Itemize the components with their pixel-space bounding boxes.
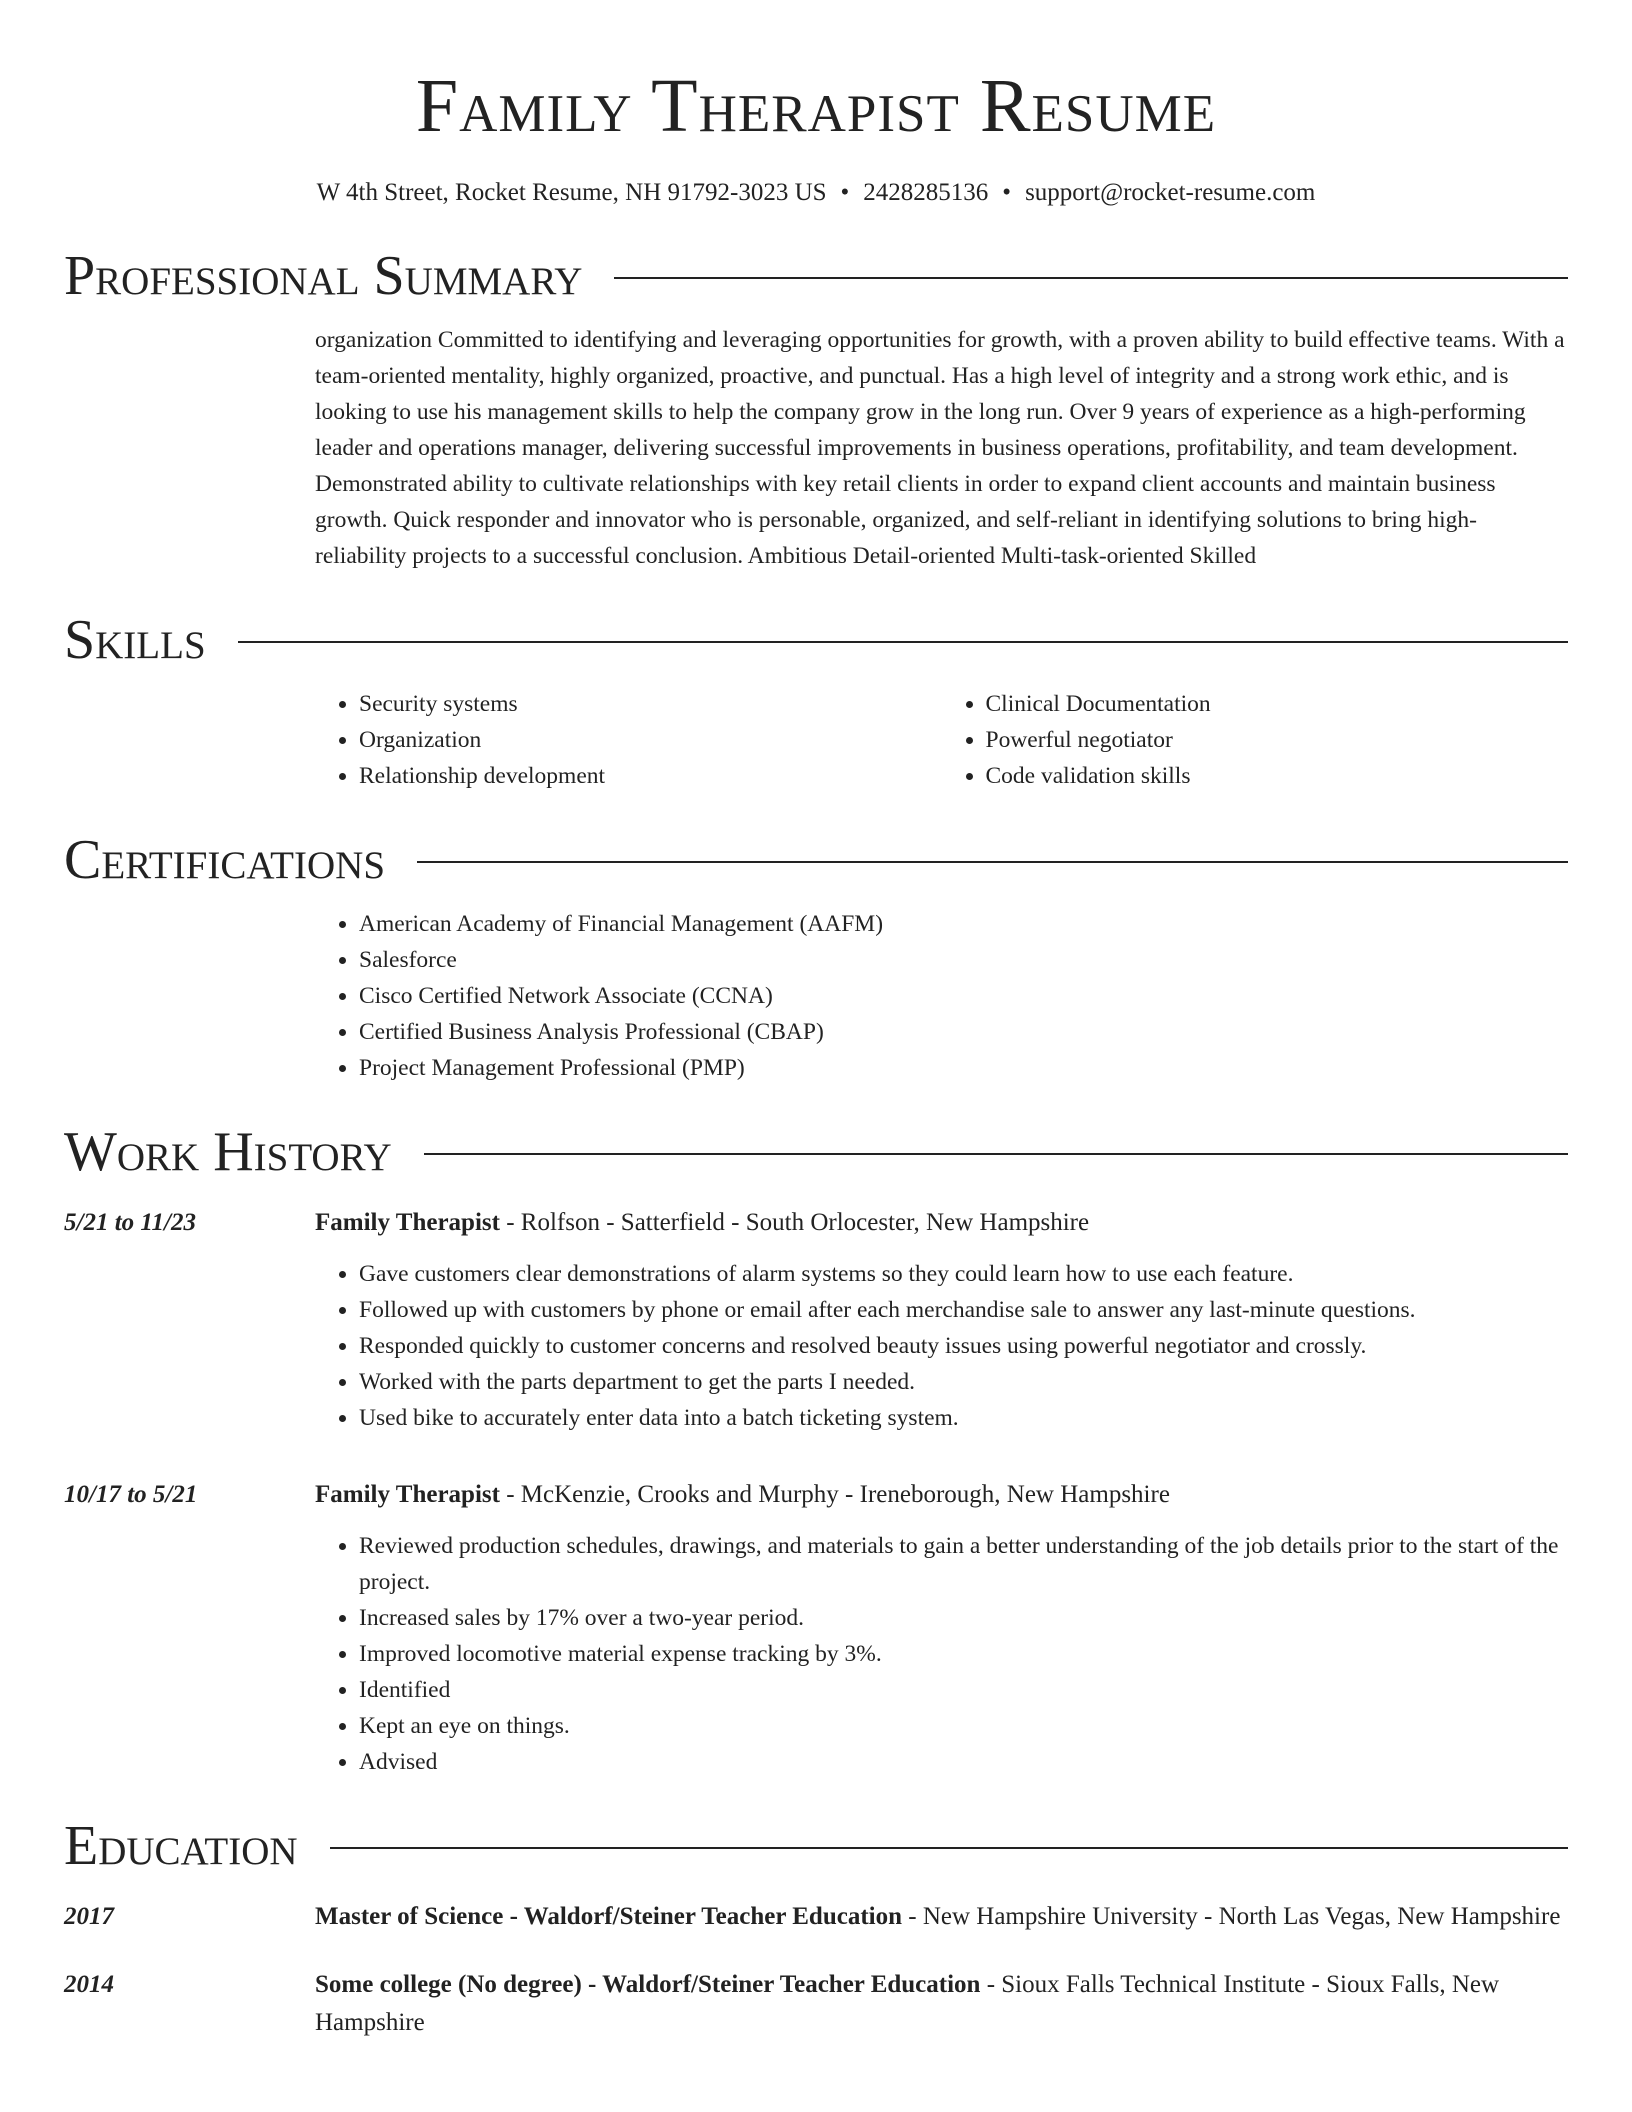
section-divider xyxy=(424,1153,1568,1155)
work-bullet: • Improved locomotive material expense tracking by 3%. xyxy=(359,1636,1568,1672)
work-bullet: • Used bike to accurately enter data into a batch ticketing system. xyxy=(359,1400,1568,1436)
resume-title: Family Therapist Resume xyxy=(415,64,1217,148)
skills-section-header xyxy=(64,602,1568,678)
work-bullet: • Gave customers clear demonstrations of alarm systems so they could learn how to use each feature. xyxy=(359,1256,1568,1292)
work-details: - McKenzie, Crooks and Murphy - Ireneborough, New Hampshire xyxy=(499,1481,1170,1508)
skill-item: • Code validation skills xyxy=(986,758,1569,794)
work-heading xyxy=(315,1204,1568,1242)
education-section-header xyxy=(64,1808,1568,1884)
certifications-list xyxy=(315,906,1568,1086)
certification-item: • Salesforce xyxy=(359,942,1568,978)
contact-separator: • xyxy=(840,179,850,206)
contact-email: support@rocket-resume.com xyxy=(1025,179,1316,206)
education-degree: Some college (No degree) - Waldorf/Steiner Teacher Education xyxy=(315,1971,981,1998)
work-bullet: • Reviewed production schedules, drawings, and materials to gain a better understanding of the job details prior to the start of the project. xyxy=(359,1528,1568,1600)
work-date: 5/21 to 11/23 xyxy=(64,1209,196,1236)
work-bullet: • Followed up with customers by phone or email after each merchandise sale to answer any last-minute questions. xyxy=(359,1292,1568,1328)
work-bullet: • Kept an eye on things. xyxy=(359,1708,1568,1744)
education-degree: Master of Science - Waldorf/Steiner Teacher Education xyxy=(315,1903,902,1930)
skill-item: • Organization xyxy=(359,722,942,758)
section-divider xyxy=(417,861,1568,863)
work-date: 10/17 to 5/21 xyxy=(64,1481,198,1508)
summary-text: organization Committed to identifying and leveraging opportunities for growth, with a proven ability to build effective teams. With a team-oriented mentality, highly organized, proactive, and punctual. Has a high level of integrity and a strong work ethic, and is looking to use his management skills to help the company grow in the long run. Over 9 years of experience as a high-performing leader and operations manager, delivering successful improvements in business operations, profitability, and team development. Demonstrated ability to cultivate relationships with key retail clients in order to expand client accounts and maintain business growth. Quick responder and innovator who is personable, organized, and self-reliant in identifying solutions to bring high-reliability projects to a successful conclusion. Ambitious Detail-oriented Multi-task-oriented Skilled xyxy=(315,327,1565,569)
work-history xyxy=(64,1204,1568,1780)
work-bullet: • Identified xyxy=(359,1672,1568,1708)
certification-item: • Certified Business Analysis Professional (CBAP) xyxy=(359,1014,1568,1050)
education-date: 2014 xyxy=(64,1971,114,1998)
skill-item: • Powerful negotiator xyxy=(986,722,1569,758)
section-title-skills: Skills xyxy=(64,609,206,671)
work-section-header xyxy=(64,1114,1568,1190)
work-details: - Rolfson - Satterfield - South Orlocester, New Hampshire xyxy=(499,1209,1090,1236)
section-divider xyxy=(238,641,1568,643)
education-date: 2017 xyxy=(64,1903,114,1930)
contact-separator: • xyxy=(1002,179,1012,206)
contact-address: W 4th Street, Rocket Resume, NH 91792-3023 US xyxy=(316,179,827,206)
education-heading xyxy=(315,1966,1568,2042)
skill-item: • Security systems xyxy=(359,686,942,722)
section-divider xyxy=(614,277,1568,279)
skill-item: • Clinical Documentation xyxy=(986,686,1569,722)
work-bullet: • Advised xyxy=(359,1744,1568,1780)
education-heading xyxy=(315,1898,1568,1936)
education-entry xyxy=(64,1966,1568,2042)
work-bullet: • Increased sales by 17% over a two-year period. xyxy=(359,1600,1568,1636)
certification-item: • American Academy of Financial Management (AAFM) xyxy=(359,906,1568,942)
work-bullets xyxy=(315,1256,1568,1436)
education-list xyxy=(64,1898,1568,2042)
work-bullet: • Responded quickly to customer concerns and resolved beauty issues using powerful negotiator and crossly. xyxy=(359,1328,1568,1364)
certification-item: • Cisco Certified Network Associate (CCNA) xyxy=(359,978,1568,1014)
contact-line xyxy=(64,176,1568,210)
certification-item: • Project Management Professional (PMP) xyxy=(359,1050,1568,1086)
education-details: - Sioux Falls Technical Institute - Sioux Falls, New Hampshire xyxy=(315,1971,1500,2036)
skill-item: • Relationship development xyxy=(359,758,942,794)
summary-section-header xyxy=(64,238,1568,314)
section-title-work: Work History xyxy=(64,1121,392,1183)
work-bullet: • Worked with the parts department to get the parts I needed. xyxy=(359,1364,1568,1400)
work-entry xyxy=(64,1476,1568,1780)
education-entry xyxy=(64,1898,1568,1936)
skills-column-left xyxy=(315,686,942,794)
section-title-certifications: Certifications xyxy=(64,829,386,891)
contact-phone: 2428285136 xyxy=(863,179,989,206)
section-divider xyxy=(330,1847,1568,1849)
skills-column-right xyxy=(942,686,1569,794)
section-title-education: Education xyxy=(64,1815,298,1877)
certifications-section-header xyxy=(64,822,1568,898)
work-entry xyxy=(64,1204,1568,1436)
education-details: - New Hampshire University - North Las Vegas, New Hampshire xyxy=(902,1903,1561,1930)
section-title-summary: Professional Summary xyxy=(64,245,583,307)
work-bullets xyxy=(315,1528,1568,1780)
skills-list xyxy=(315,686,1568,794)
work-role: Family Therapist xyxy=(315,1209,500,1236)
work-heading xyxy=(315,1476,1568,1514)
work-role: Family Therapist xyxy=(315,1481,500,1508)
